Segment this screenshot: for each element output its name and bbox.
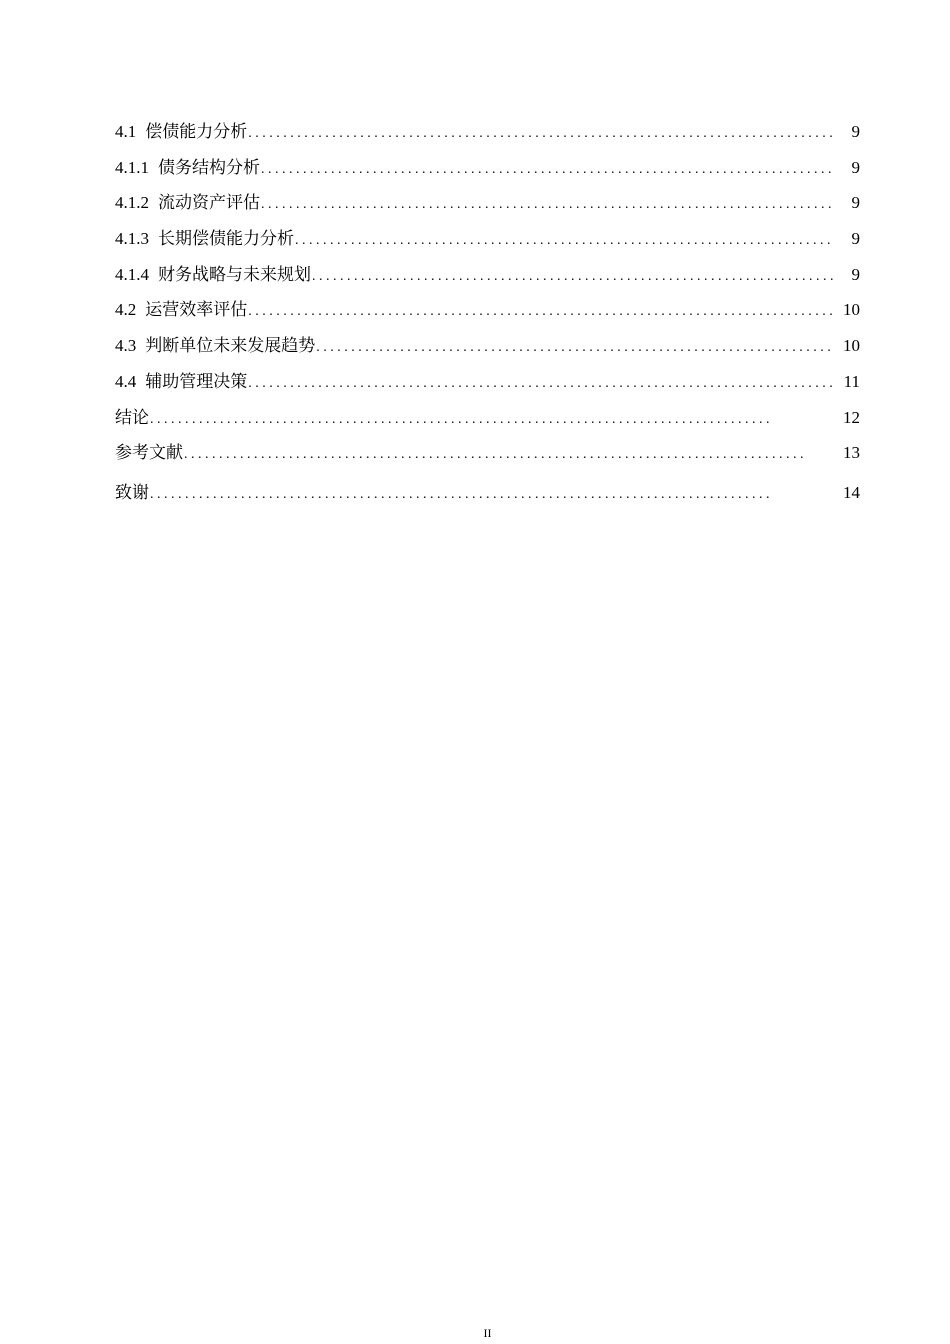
toc-entry[interactable] — [115, 185, 860, 221]
toc-entry-title: 运营效率评估 — [145, 300, 248, 320]
toc-entry-page: 12 — [843, 407, 860, 427]
toc-dot-leader — [150, 475, 834, 515]
toc-dot-leader — [316, 330, 834, 366]
page-number: II — [483, 1326, 492, 1340]
toc-entry-title: 结论 — [115, 407, 149, 427]
toc-entry-number: 4.1.4 — [115, 264, 149, 284]
toc-dot-leader — [261, 152, 834, 188]
toc-entry[interactable] — [115, 221, 860, 257]
toc-entry-page: 9 — [851, 229, 860, 249]
toc-entry-page: 9 — [851, 157, 860, 177]
toc-entry-number: 4.1 — [115, 122, 137, 141]
toc-entry-title: 长期偿债能力分析 — [158, 229, 294, 249]
toc-dot-leader — [248, 116, 834, 152]
toc-entry-page: 14 — [843, 482, 860, 502]
toc-entry[interactable] — [115, 114, 860, 150]
toc-entry-number: 4.2 — [115, 300, 137, 320]
toc-dot-leader — [150, 402, 834, 438]
toc-entry-title: 致谢 — [115, 482, 149, 502]
toc-entry-number: 4.1.2 — [115, 193, 149, 213]
toc-entry-page: 13 — [843, 443, 860, 463]
toc-entry-number: 4.4 — [115, 371, 137, 391]
table-of-contents — [115, 114, 860, 513]
toc-entry-number: 4.1.3 — [115, 229, 149, 249]
toc-entry-number: 4.3 — [115, 336, 137, 356]
toc-entry-page: 10 — [843, 300, 860, 320]
toc-dot-leader — [295, 223, 834, 259]
toc-entry-title: 辅助管理决策 — [145, 371, 248, 391]
toc-dot-leader — [184, 437, 834, 473]
toc-entry-title: 参考文献 — [115, 443, 183, 463]
toc-entry-page: 9 — [851, 193, 860, 213]
toc-entry-number: 4.1.1 — [115, 157, 149, 177]
toc-dot-leader — [261, 187, 834, 223]
toc-entry[interactable] — [115, 150, 860, 186]
toc-entry[interactable] — [115, 400, 860, 436]
toc-entry[interactable] — [115, 364, 860, 400]
toc-entry[interactable] — [115, 257, 860, 293]
toc-entry-title: 判断单位未来发展趋势 — [145, 336, 316, 356]
toc-dot-leader — [312, 259, 834, 295]
toc-entry[interactable] — [115, 471, 860, 513]
toc-entry-title: 债务结构分析 — [158, 157, 260, 177]
toc-entry[interactable] — [115, 292, 860, 328]
toc-dot-leader — [248, 366, 834, 402]
toc-entry-page: 9 — [851, 264, 860, 284]
toc-dot-leader — [248, 294, 834, 330]
toc-entry-title: 财务战略与未来规划 — [158, 264, 311, 284]
toc-entry-page: 11 — [843, 371, 860, 391]
toc-entry-title: 偿债能力分析 — [145, 122, 248, 141]
toc-entry-page: 9 — [851, 122, 860, 141]
toc-entry-page: 10 — [843, 336, 860, 356]
toc-entry[interactable] — [115, 328, 860, 364]
toc-entry-title: 流动资产评估 — [158, 193, 260, 213]
toc-entry[interactable] — [115, 435, 860, 471]
